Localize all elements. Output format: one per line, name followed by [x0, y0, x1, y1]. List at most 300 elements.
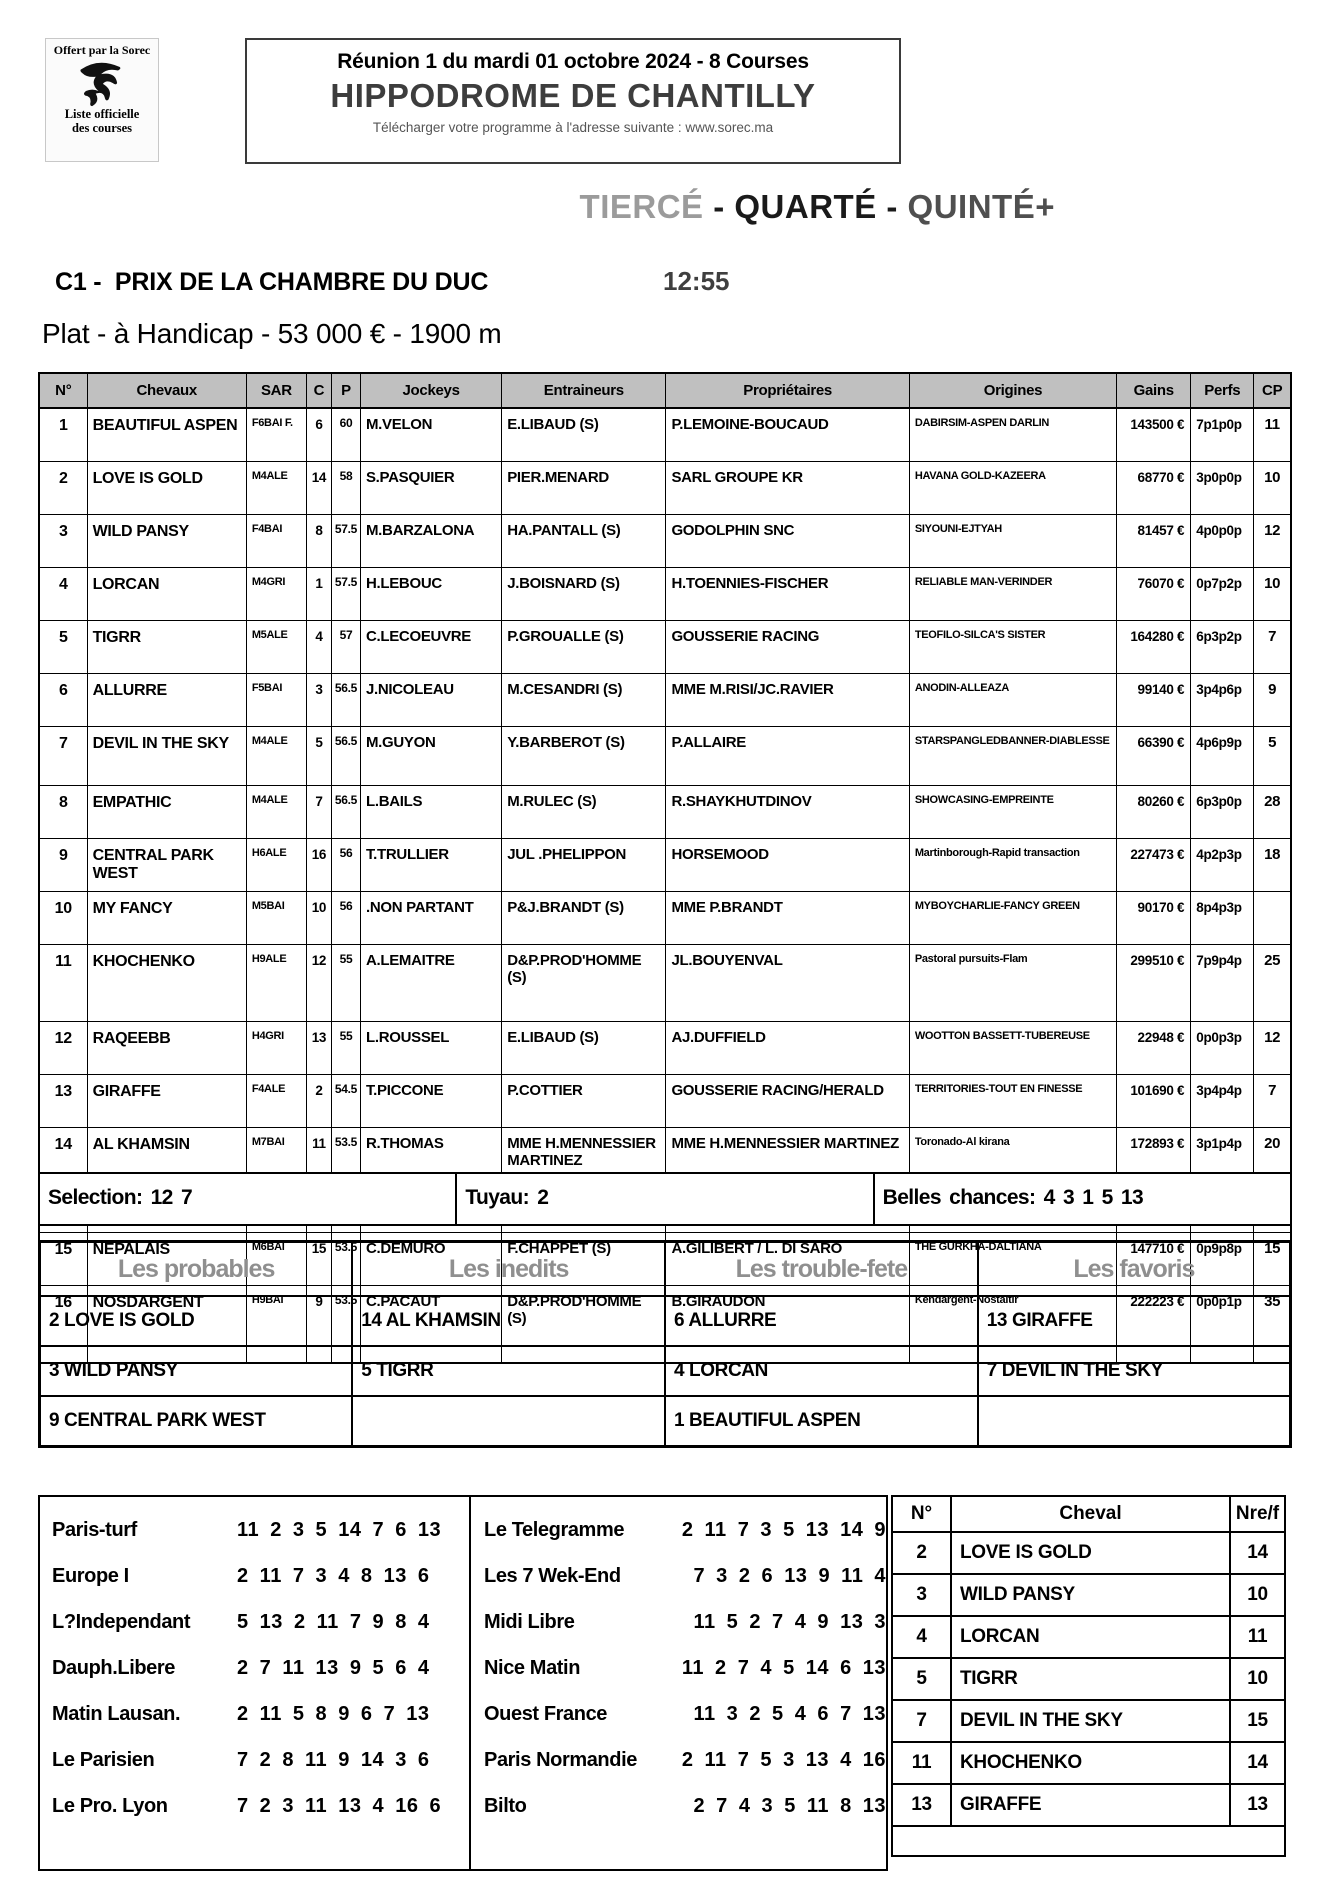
- runner-horse: MY FANCY: [87, 892, 246, 945]
- runner-horse: AL KHAMSIN: [87, 1128, 246, 1233]
- press-name: Le Pro. Lyon: [52, 1794, 168, 1817]
- runner-horse: LORCAN: [87, 568, 246, 621]
- runner-num: 11: [39, 945, 87, 1022]
- runner-num: 8: [39, 786, 87, 839]
- press-numbers: 2 11 7 3 5 13 14 9: [681, 1518, 886, 1541]
- runner-origins: WOOTTON BASSETT-TUBEREUSE: [909, 1022, 1116, 1075]
- press-name: Paris-turf: [52, 1518, 137, 1541]
- press-row: [40, 1783, 469, 1829]
- runner-p: 53.5: [331, 1286, 360, 1364]
- summary-row: [892, 1700, 1285, 1742]
- summary-col-header-1: Cheval: [951, 1496, 1230, 1532]
- race-conditions: Plat - à Handicap - 53 000 € - 1900 m: [42, 318, 502, 349]
- pronostics-row: [40, 1396, 1291, 1447]
- selection-cell: Selection: 12 7: [48, 1186, 193, 1209]
- meeting-header-box: [245, 38, 901, 164]
- runners-col-header-cp: CP: [1254, 373, 1291, 408]
- runner-jockey: M.GUYON: [360, 727, 501, 786]
- runner-owner: GODOLPHIN SNC: [666, 515, 909, 568]
- runners-col-header-p: P: [331, 373, 360, 408]
- summary-nref: 10: [1230, 1574, 1285, 1616]
- summary-num: 4: [892, 1616, 951, 1658]
- runner-row: [39, 727, 1291, 786]
- runner-c: 4: [306, 621, 331, 674]
- summary-empty-row: [892, 1826, 1285, 1856]
- runner-num: 10: [39, 892, 87, 945]
- press-numbers: 2 7 11 13 9 5 6 4: [237, 1656, 430, 1679]
- runner-perfs: 3p0p0p: [1191, 462, 1254, 515]
- pronostics-cell: 3 WILD PANSY: [40, 1346, 353, 1396]
- race-title: C1 - PRIX DE LA CHAMBRE DU DUC: [55, 268, 489, 296]
- runner-gains: 164280 €: [1117, 621, 1191, 674]
- runner-horse: ALLURRE: [87, 674, 246, 727]
- runner-horse: DEVIL IN THE SKY: [87, 727, 246, 786]
- runner-origins: TERRITORIES-TOUT EN FINESSE: [909, 1075, 1116, 1128]
- runner-p: 56.5: [331, 674, 360, 727]
- summary-num: 7: [892, 1700, 951, 1742]
- press-row: [40, 1507, 469, 1553]
- runner-cp: 10: [1254, 462, 1291, 515]
- press-numbers: 11 3 2 5 4 6 7 13: [693, 1702, 886, 1725]
- runner-perfs: 7p1p0p: [1191, 408, 1254, 462]
- runner-trainer: E.LIBAUD (S): [502, 1022, 666, 1075]
- press-row: [40, 1691, 469, 1737]
- runner-p: 57: [331, 621, 360, 674]
- runner-num: 1: [39, 408, 87, 462]
- press-row: [471, 1737, 886, 1783]
- runner-perfs: 4p0p0p: [1191, 515, 1254, 568]
- logo-bottom-text: [46, 107, 158, 135]
- press-numbers: 11 2 3 5 14 7 6 13: [237, 1518, 442, 1541]
- runner-sar: M7BAI: [246, 1128, 306, 1233]
- runner-cp: 15: [1254, 1233, 1291, 1286]
- runner-perfs: 4p2p3p: [1191, 839, 1254, 892]
- runners-col-header-horse: Chevaux: [87, 373, 246, 408]
- pronostics-row: [40, 1346, 1291, 1396]
- runner-row: [39, 621, 1291, 674]
- runner-sar: M4GRI: [246, 568, 306, 621]
- runner-trainer: HA.PANTALL (S): [502, 515, 666, 568]
- bet-separator-1: -: [703, 188, 735, 225]
- runner-jockey: A.LEMAITRE: [360, 945, 501, 1022]
- runner-horse: CENTRAL PARK WEST: [87, 839, 246, 892]
- press-name: L?Independant: [52, 1610, 191, 1633]
- runner-owner: A.GILIBERT / L. DI SARO: [666, 1233, 909, 1286]
- runner-cp: [1254, 892, 1291, 945]
- summary-row: [892, 1658, 1285, 1700]
- runner-cp: 7: [1254, 621, 1291, 674]
- runner-row: [39, 1022, 1291, 1075]
- runner-trainer: JUL .PHELIPPON: [502, 839, 666, 892]
- runner-num: 5: [39, 621, 87, 674]
- press-name: Le Parisien: [52, 1748, 155, 1771]
- pronostics-header-row: [40, 1242, 1291, 1297]
- runner-cp: 12: [1254, 1022, 1291, 1075]
- press-numbers: 2 7 4 3 5 11 8 13: [693, 1794, 886, 1817]
- runner-cp: 35: [1254, 1286, 1291, 1364]
- runner-origins: ANODIN-ALLEAZA: [909, 674, 1116, 727]
- runner-owner: P.ALLAIRE: [666, 727, 909, 786]
- runner-p: 53.5: [331, 1128, 360, 1233]
- hippodrome-name: HIPPODROME DE CHANTILLY: [330, 77, 816, 114]
- runner-owner: JL.BOUYENVAL: [666, 945, 909, 1022]
- runner-p: 53.5: [331, 1233, 360, 1286]
- runner-gains: 80260 €: [1117, 786, 1191, 839]
- press-numbers: 2 11 5 8 9 6 7 13: [237, 1702, 430, 1725]
- runner-sar: F4BAI: [246, 515, 306, 568]
- runner-p: 60: [331, 408, 360, 462]
- runner-sar: H4GRI: [246, 1022, 306, 1075]
- summary-nref: 15: [1230, 1700, 1285, 1742]
- runner-horse: TIGRR: [87, 621, 246, 674]
- runner-row: [39, 674, 1291, 727]
- summary-num: 3: [892, 1574, 951, 1616]
- runner-p: 54.5: [331, 1075, 360, 1128]
- runner-cp: 5: [1254, 727, 1291, 786]
- runner-row: [39, 462, 1291, 515]
- summary-row: [892, 1532, 1285, 1574]
- runner-trainer: D&P.PROD'HOMME (S): [502, 945, 666, 1022]
- runners-col-header-owner: Propriétaires: [666, 373, 909, 408]
- runners-col-header-origins: Origines: [909, 373, 1116, 408]
- runner-num: 14: [39, 1128, 87, 1233]
- runner-gains: 101690 €: [1117, 1075, 1191, 1128]
- runner-num: 2: [39, 462, 87, 515]
- horse-logo-icon: [75, 59, 129, 107]
- bet-types-line: [0, 188, 1055, 226]
- runner-owner: AJ.DUFFIELD: [666, 1022, 909, 1075]
- summary-row: [892, 1784, 1285, 1826]
- press-name: Le Telegramme: [484, 1518, 625, 1541]
- press-column-right: [469, 1497, 886, 1869]
- runner-cp: 7: [1254, 1075, 1291, 1128]
- runner-trainer: P.GROUALLE (S): [502, 621, 666, 674]
- download-note: Télécharger votre programme à l'adresse suivante : www.sorec.ma: [372, 120, 774, 135]
- runners-header-row: [39, 373, 1291, 408]
- runner-sar: M5BAI: [246, 892, 306, 945]
- runner-horse: EMPATHIC: [87, 786, 246, 839]
- press-numbers: 11 5 2 7 4 9 13 3: [693, 1610, 886, 1633]
- press-name: Bilto: [484, 1794, 527, 1817]
- runners-col-header-num: N°: [39, 373, 87, 408]
- runner-gains: 90170 €: [1117, 892, 1191, 945]
- runners-col-header-jockey: Jockeys: [360, 373, 501, 408]
- pronostics-cell: 13 GIRAFFE: [978, 1296, 1291, 1346]
- meeting-title: Réunion 1 du mardi 01 octobre 2024 - 8 Courses: [337, 50, 809, 73]
- runner-origins: HAVANA GOLD-KAZEERA: [909, 462, 1116, 515]
- runner-c: 3: [306, 674, 331, 727]
- summary-nref: 10: [1230, 1658, 1285, 1700]
- runners-col-header-perfs: Perfs: [1191, 373, 1254, 408]
- runner-trainer: PIER.MENARD: [502, 462, 666, 515]
- runner-p: 56: [331, 839, 360, 892]
- runner-gains: 222223 €: [1117, 1286, 1191, 1364]
- press-numbers: 2 11 7 3 4 8 13 6: [237, 1564, 430, 1587]
- runner-origins: SHOWCASING-EMPREINTE: [909, 786, 1116, 839]
- press-row: [40, 1553, 469, 1599]
- runner-owner: SARL GROUPE KR: [666, 462, 909, 515]
- runner-p: 56: [331, 892, 360, 945]
- runner-sar: H9BAI: [246, 1286, 306, 1364]
- runner-sar: F5BAI: [246, 674, 306, 727]
- summary-horse: WILD PANSY: [951, 1574, 1230, 1616]
- runner-c: 10: [306, 892, 331, 945]
- runner-jockey: M.BARZALONA: [360, 515, 501, 568]
- runner-origins: Toronado-Al kirana: [909, 1128, 1116, 1233]
- runner-origins: Pastoral pursuits-Flam: [909, 945, 1116, 1022]
- runner-num: 9: [39, 839, 87, 892]
- runner-c: 8: [306, 515, 331, 568]
- runner-owner: GOUSSERIE RACING: [666, 621, 909, 674]
- runner-num: 7: [39, 727, 87, 786]
- summary-num: 13: [892, 1784, 951, 1826]
- runner-trainer: D&P.PROD'HOMME (S): [502, 1286, 666, 1364]
- runner-jockey: J.NICOLEAU: [360, 674, 501, 727]
- summary-row: [892, 1574, 1285, 1616]
- race-time: 12:55: [663, 266, 730, 296]
- press-selections-box: [38, 1495, 888, 1871]
- runner-num: 3: [39, 515, 87, 568]
- runner-row: [39, 515, 1291, 568]
- runner-num: 4: [39, 568, 87, 621]
- runner-num: 16: [39, 1286, 87, 1364]
- pronostics-col-header-3: Les favoris: [978, 1242, 1291, 1297]
- runner-c: 2: [306, 1075, 331, 1128]
- runner-origins: DABIRSIM-ASPEN DARLIN: [909, 408, 1116, 462]
- runner-jockey: T.TRULLIER: [360, 839, 501, 892]
- press-name: Paris Normandie: [484, 1748, 637, 1771]
- press-name: Les 7 Wek-End: [484, 1564, 621, 1587]
- runner-row: [39, 1075, 1291, 1128]
- press-row: [40, 1599, 469, 1645]
- summary-horse: DEVIL IN THE SKY: [951, 1700, 1230, 1742]
- press-row: [471, 1691, 886, 1737]
- runner-sar: H9ALE: [246, 945, 306, 1022]
- runner-trainer: M.RULEC (S): [502, 786, 666, 839]
- runner-sar: M5ALE: [246, 621, 306, 674]
- pronostics-cell: [352, 1396, 665, 1447]
- runner-jockey: T.PICCONE: [360, 1075, 501, 1128]
- runner-gains: 99140 €: [1117, 674, 1191, 727]
- runner-row: [39, 568, 1291, 621]
- runner-row: [39, 945, 1291, 1022]
- pronostics-table: [38, 1240, 1292, 1448]
- belles-chances-cell: Belles chances: 4 3 1 5 13: [873, 1174, 1290, 1224]
- quarte-label: QUARTÉ: [734, 188, 877, 225]
- pronostics-cell: 2 LOVE IS GOLD: [40, 1296, 353, 1346]
- pronostics-col-header-2: Les trouble-fete: [665, 1242, 978, 1297]
- press-row: [471, 1599, 886, 1645]
- runner-cp: 20: [1254, 1128, 1291, 1233]
- summary-col-header-2: Nre/f: [1230, 1496, 1285, 1532]
- press-numbers: 5 13 2 11 7 9 8 4: [237, 1610, 430, 1633]
- runner-horse: RAQEEBB: [87, 1022, 246, 1075]
- summary-horse: LORCAN: [951, 1616, 1230, 1658]
- runner-owner: MME H.MENNESSIER MARTINEZ: [666, 1128, 909, 1233]
- runner-jockey: C.PACAUT: [360, 1286, 501, 1364]
- runner-row: [39, 839, 1291, 892]
- runner-owner: B.GIRAUDON: [666, 1286, 909, 1364]
- runner-origins: STARSPANGLEDBANNER-DIABLESSE: [909, 727, 1116, 786]
- runner-horse: WILD PANSY: [87, 515, 246, 568]
- summary-nref: 11: [1230, 1616, 1285, 1658]
- runner-jockey: .NON PARTANT: [360, 892, 501, 945]
- pronostics-col-header-0: Les probables: [40, 1242, 353, 1297]
- runner-trainer: MME H.MENNESSIER MARTINEZ: [502, 1128, 666, 1233]
- summary-num: 2: [892, 1532, 951, 1574]
- runner-jockey: C.DEMURO: [360, 1233, 501, 1286]
- quinte-label: QUINTÉ+: [907, 188, 1055, 225]
- runner-c: 16: [306, 839, 331, 892]
- runner-horse: GIRAFFE: [87, 1075, 246, 1128]
- runner-c: 9: [306, 1286, 331, 1364]
- runner-row: [39, 408, 1291, 462]
- runner-num: 12: [39, 1022, 87, 1075]
- pronostics-tbody: [40, 1296, 1291, 1447]
- runner-sar: M6BAI: [246, 1233, 306, 1286]
- runner-p: 56.5: [331, 727, 360, 786]
- runners-col-header-c: C: [306, 373, 331, 408]
- press-row: [471, 1553, 886, 1599]
- runner-p: 58: [331, 462, 360, 515]
- runner-trainer: M.CESANDRI (S): [502, 674, 666, 727]
- summary-num: 5: [892, 1658, 951, 1700]
- runner-cp: 28: [1254, 786, 1291, 839]
- summary-horse: LOVE IS GOLD: [951, 1532, 1230, 1574]
- pronostics-row: [40, 1296, 1291, 1346]
- runner-sar: M4ALE: [246, 786, 306, 839]
- runner-owner: R.SHAYKHUTDINOV: [666, 786, 909, 839]
- runner-perfs: 0p7p2p: [1191, 568, 1254, 621]
- runner-gains: 299510 €: [1117, 945, 1191, 1022]
- runner-gains: 147710 €: [1117, 1233, 1191, 1286]
- runner-p: 55: [331, 1022, 360, 1075]
- runner-cp: 9: [1254, 674, 1291, 727]
- runner-num: 15: [39, 1233, 87, 1286]
- pronostics-cell: 4 LORCAN: [665, 1346, 978, 1396]
- runner-perfs: 3p4p6p: [1191, 674, 1254, 727]
- press-name: Midi Libre: [484, 1610, 575, 1633]
- pronostics-col-header-1: Les inedits: [352, 1242, 665, 1297]
- runner-jockey: S.PASQUIER: [360, 462, 501, 515]
- summary-header-row: [892, 1496, 1285, 1532]
- runner-trainer: Y.BARBEROT (S): [502, 727, 666, 786]
- runner-perfs: 0p0p1p: [1191, 1286, 1254, 1364]
- logo-bottom-line1: Liste officielle: [64, 107, 140, 121]
- press-row: [40, 1645, 469, 1691]
- runner-horse: NEPALAIS: [87, 1233, 246, 1286]
- runner-jockey: H.LEBOUC: [360, 568, 501, 621]
- runner-jockey: L.ROUSSEL: [360, 1022, 501, 1075]
- runner-jockey: C.LECOEUVRE: [360, 621, 501, 674]
- runner-sar: H6ALE: [246, 839, 306, 892]
- runner-c: 13: [306, 1022, 331, 1075]
- tuyau-cell: Tuyau: 2: [455, 1174, 872, 1224]
- horse-summary-table: [891, 1495, 1286, 1857]
- runner-origins: Martinborough-Rapid transaction: [909, 839, 1116, 892]
- runner-horse: KHOCHENKO: [87, 945, 246, 1022]
- summary-row: [892, 1616, 1285, 1658]
- press-numbers: 2 11 7 5 3 13 4 16: [681, 1748, 886, 1771]
- runner-cp: 18: [1254, 839, 1291, 892]
- runner-sar: F6BAI F.: [246, 408, 306, 462]
- tierce-label: TIERCÉ: [579, 188, 704, 225]
- runner-jockey: R.THOMAS: [360, 1128, 501, 1233]
- runner-perfs: 3p1p4p: [1191, 1128, 1254, 1233]
- runner-trainer: P.COTTIER: [502, 1075, 666, 1128]
- press-name: Nice Matin: [484, 1656, 581, 1679]
- pronostics-cell: 9 CENTRAL PARK WEST: [40, 1396, 353, 1447]
- press-row: [471, 1507, 886, 1553]
- runner-c: 1: [306, 568, 331, 621]
- runner-cp: 12: [1254, 515, 1291, 568]
- bet-separator-2: -: [876, 188, 908, 225]
- pronostics-cell: [978, 1396, 1291, 1447]
- runners-col-header-gains: Gains: [1117, 373, 1191, 408]
- runner-cp: 25: [1254, 945, 1291, 1022]
- runner-perfs: 6p3p0p: [1191, 786, 1254, 839]
- runner-horse: NOSDARGENT: [87, 1286, 246, 1364]
- runner-owner: MME M.RISI/JC.RAVIER: [666, 674, 909, 727]
- pronostics-cell: 1 BEAUTIFUL ASPEN: [665, 1396, 978, 1447]
- pronostics-cell: 5 TIGRR: [352, 1346, 665, 1396]
- summary-num: 11: [892, 1742, 951, 1784]
- runner-perfs: 4p6p9p: [1191, 727, 1254, 786]
- runner-trainer: J.BOISNARD (S): [502, 568, 666, 621]
- runner-origins: Kendargent-Nostaltir: [909, 1286, 1116, 1364]
- summary-nref: 14: [1230, 1742, 1285, 1784]
- runner-perfs: 8p4p3p: [1191, 892, 1254, 945]
- runner-horse: LOVE IS GOLD: [87, 462, 246, 515]
- summary-col-header-0: N°: [892, 1496, 951, 1532]
- press-numbers: 7 3 2 6 13 9 11 4: [693, 1564, 886, 1587]
- runner-cp: 10: [1254, 568, 1291, 621]
- runner-p: 55: [331, 945, 360, 1022]
- press-numbers: 7 2 3 11 13 4 16 6: [237, 1794, 442, 1817]
- runner-jockey: M.VELON: [360, 408, 501, 462]
- runner-jockey: L.BAILS: [360, 786, 501, 839]
- logo-bottom-line2: des courses: [71, 121, 133, 135]
- pronostics-cell: 6 ALLURRE: [665, 1296, 978, 1346]
- summary-horse: TIGRR: [951, 1658, 1230, 1700]
- press-row: [471, 1645, 886, 1691]
- runner-row: [39, 892, 1291, 945]
- runner-c: 14: [306, 462, 331, 515]
- runner-num: 13: [39, 1075, 87, 1128]
- runner-gains: 81457 €: [1117, 515, 1191, 568]
- runners-col-header-sar: SAR: [246, 373, 306, 408]
- runners-col-header-trainer: Entraineurs: [502, 373, 666, 408]
- runner-gains: 66390 €: [1117, 727, 1191, 786]
- runner-sar: F4ALE: [246, 1075, 306, 1128]
- selection-bar: [38, 1172, 1292, 1226]
- runner-gains: 68770 €: [1117, 462, 1191, 515]
- runner-c: 11: [306, 1128, 331, 1233]
- summary-nref: 14: [1230, 1532, 1285, 1574]
- runner-p: 57.5: [331, 568, 360, 621]
- runner-owner: GOUSSERIE RACING/HERALD: [666, 1075, 909, 1128]
- runner-origins: SIYOUNI-EJTYAH: [909, 515, 1116, 568]
- press-numbers: 7 2 8 11 9 14 3 6: [237, 1748, 430, 1771]
- pronostics-cell: 7 DEVIL IN THE SKY: [978, 1346, 1291, 1396]
- press-name: Matin Lausan.: [52, 1702, 181, 1725]
- runner-perfs: 7p9p4p: [1191, 945, 1254, 1022]
- sorec-logo-box: [45, 38, 159, 162]
- press-numbers: 11 2 7 4 5 14 6 13: [681, 1656, 886, 1679]
- summary-tbody: [892, 1532, 1285, 1856]
- runner-horse: BEAUTIFUL ASPEN: [87, 408, 246, 462]
- runner-gains: 227473 €: [1117, 839, 1191, 892]
